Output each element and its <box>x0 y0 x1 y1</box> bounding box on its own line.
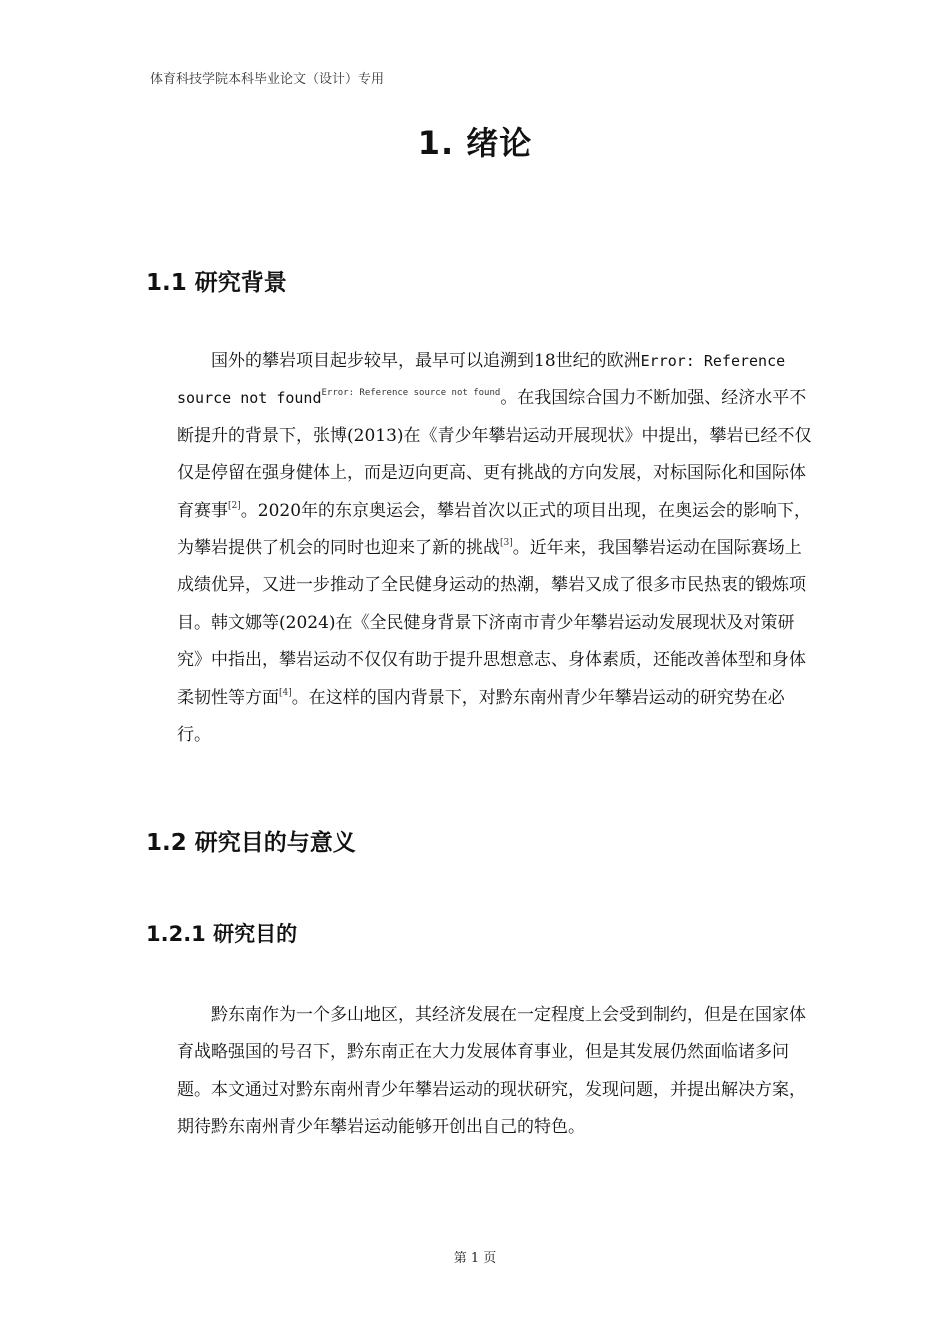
chapter-title: 1. 绪论 <box>417 124 533 162</box>
reference-error-superscript: Error: Reference source not found <box>321 388 501 399</box>
paragraph-text: 。在我国综合国力不断加强、经济水平不断提升的背景下，张博(2013)在《青少年攀岩运动开展现状》中提出，攀岩已经不仅仅是停留在强身健体上，而是迈向更高、更有挑战的方向发展，对标国际化和国际体育赛事 <box>177 388 812 521</box>
paragraph-text: 国外的攀岩项目起步较早，最早可以追溯到18世纪的欧洲 <box>211 351 641 371</box>
paragraph-background <box>177 343 817 754</box>
page-number: 第 1 页 <box>453 1251 497 1266</box>
citation-marker[interactable]: [2] <box>228 500 241 511</box>
reference-error-text: Error: Reference source not found <box>177 352 786 408</box>
paragraph-purpose: 黔东南作为一个多山地区，其经济发展在一定程度上会受到制约，但是在国家体育战略强国的号召下，黔东南正在大力发展体育事业，但是其发展仍然面临诸多问题。本文通过对黔东南州青少年攀岩运动的现状研究，发现问题，并提出解决方案，期待黔东南州青少年攀岩运动能够开创出自己的特色。 <box>177 1005 806 1138</box>
section-heading-background: 1.1 研究背景 <box>146 270 287 296</box>
paragraph-text: 。在这样的国内背景下，对黔东南州青少年攀岩运动的研究势在必行。 <box>177 687 785 746</box>
citation-marker[interactable]: [4] <box>279 687 292 698</box>
paragraph-text: 。近年来，我国攀岩运动在国际赛场上成绩优异，又进一步推动了全民健身运动的热潮，攀岩又成了很多市民热衷的锻炼项目。韩文娜等(2024)在《全民健身背景下济南市青少年攀岩运动发展现状及对策研究》中指出，攀岩运动不仅仅有助于提升思想意志、身体素质，还能改善体型和身体柔韧性等方面 <box>177 538 806 708</box>
subsection-heading-purpose: 1.2.1 研究目的 <box>146 922 298 946</box>
citation-marker[interactable]: [3] <box>500 538 513 549</box>
running-header: 体育科技学院本科毕业论文（设计）专用 <box>150 72 385 87</box>
section-heading-purpose-significance: 1.2 研究目的与意义 <box>146 830 356 856</box>
paragraph-text: 。2020年的东京奥运会，攀岩首次以正式的项目出现，在奥运会的影响下，为攀岩提供了机会的同时也迎来了新的挑战 <box>177 500 812 559</box>
